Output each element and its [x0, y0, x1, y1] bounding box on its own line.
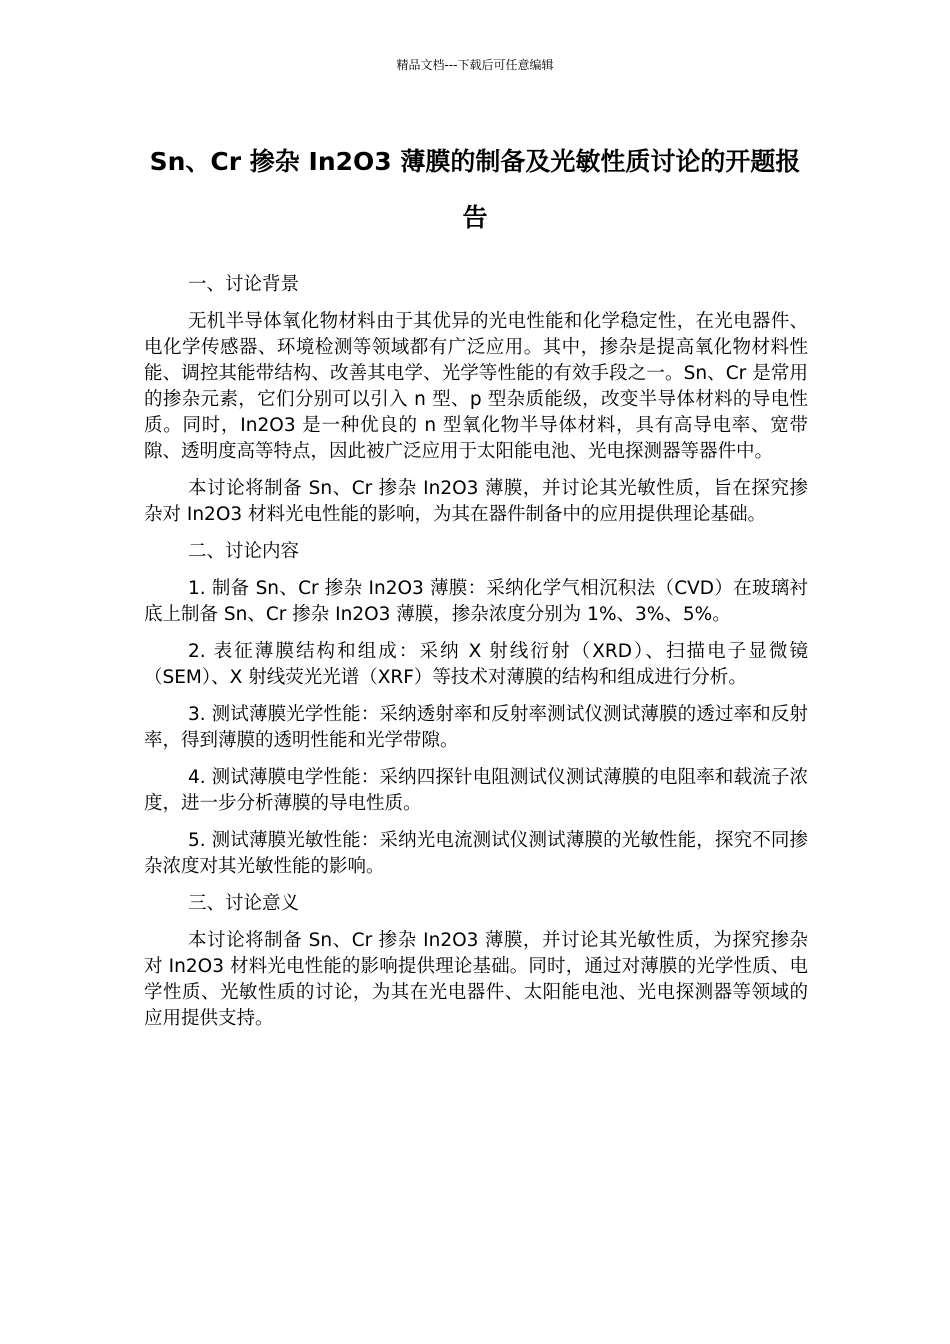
section-heading: 二、讨论内容	[188, 541, 300, 562]
list-item: 1. 制备 Sn、Cr 掺杂 In2O3 薄膜：采纳化学气相沉积法（CVD）在玻璃衬底上制备 Sn、Cr 掺杂 In2O3 薄膜，掺杂浓度分别为 1%、3%、5%。	[144, 578, 808, 625]
section-content	[144, 539, 808, 880]
section-significance	[144, 891, 808, 1032]
section-background	[144, 272, 808, 528]
document-body	[144, 272, 808, 1043]
list-item: 4. 测试薄膜电学性能：采纳四探针电阻测试仪测试薄膜的电阻率和载流子浓度，进一步分析薄膜的导电性质。	[144, 767, 808, 814]
paragraph: 本讨论将制备 Sn、Cr 掺杂 In2O3 薄膜，并讨论其光敏性质，旨在探究掺杂对 In2O3 材料光电性能的影响，为其在器件制备中的应用提供理论基础。	[144, 478, 808, 525]
paragraph: 本讨论将制备 Sn、Cr 掺杂 In2O3 薄膜，并讨论其光敏性质，为探究掺杂对 In2O3 材料光电性能的影响提供理论基础。同时，通过对薄膜的光学性质、电学性质、光敏性质的讨论，为其在光电器件、太阳能电池、光电探测器等领域的应用提供支持。	[144, 930, 808, 1029]
section-heading: 三、讨论意义	[188, 893, 300, 914]
paragraph: 无机半导体氧化物材料由于其优异的光电性能和化学稳定性，在光电器件、电化学传感器、环境检测等领域都有广泛应用。其中，掺杂是提高氧化物材料性能、调控其能带结构、改善其电学、光学等性能的有效手段之一。Sn、Cr 是常用的掺杂元素，它们分别可以引入 n 型、p 型杂质能级，改变半导体材料的导电性质。同时，In2O3 是一种优良的 n 型氧化物半导体材料，具有高导电率、宽带隙、透明度高等特点，因此被广泛应用于太阳能电池、光电探测器等器件中。	[144, 311, 808, 462]
section-heading: 一、讨论背景	[188, 274, 300, 295]
document-title: Sn、Cr 掺杂 In2O3 薄膜的制备及光敏性质讨论的开题报告	[149, 147, 801, 232]
header-note: 精品文档---下载后可任意编辑	[396, 58, 554, 72]
list-item: 5. 测试薄膜光敏性能：采纳光电流测试仪测试薄膜的光敏性能，探究不同掺杂浓度对其光敏性能的影响。	[144, 830, 808, 877]
list-item: 2. 表征薄膜结构和组成：采纳 X 射线衍射（XRD）、扫描电子显微镜（SEM）、X 射线荧光光谱（XRF）等技术对薄膜的结构和组成进行分析。	[144, 641, 808, 688]
list-item: 3. 测试薄膜光学性能：采纳透射率和反射率测试仪测试薄膜的透过率和反射率，得到薄膜的透明性能和光学带隙。	[144, 704, 808, 751]
